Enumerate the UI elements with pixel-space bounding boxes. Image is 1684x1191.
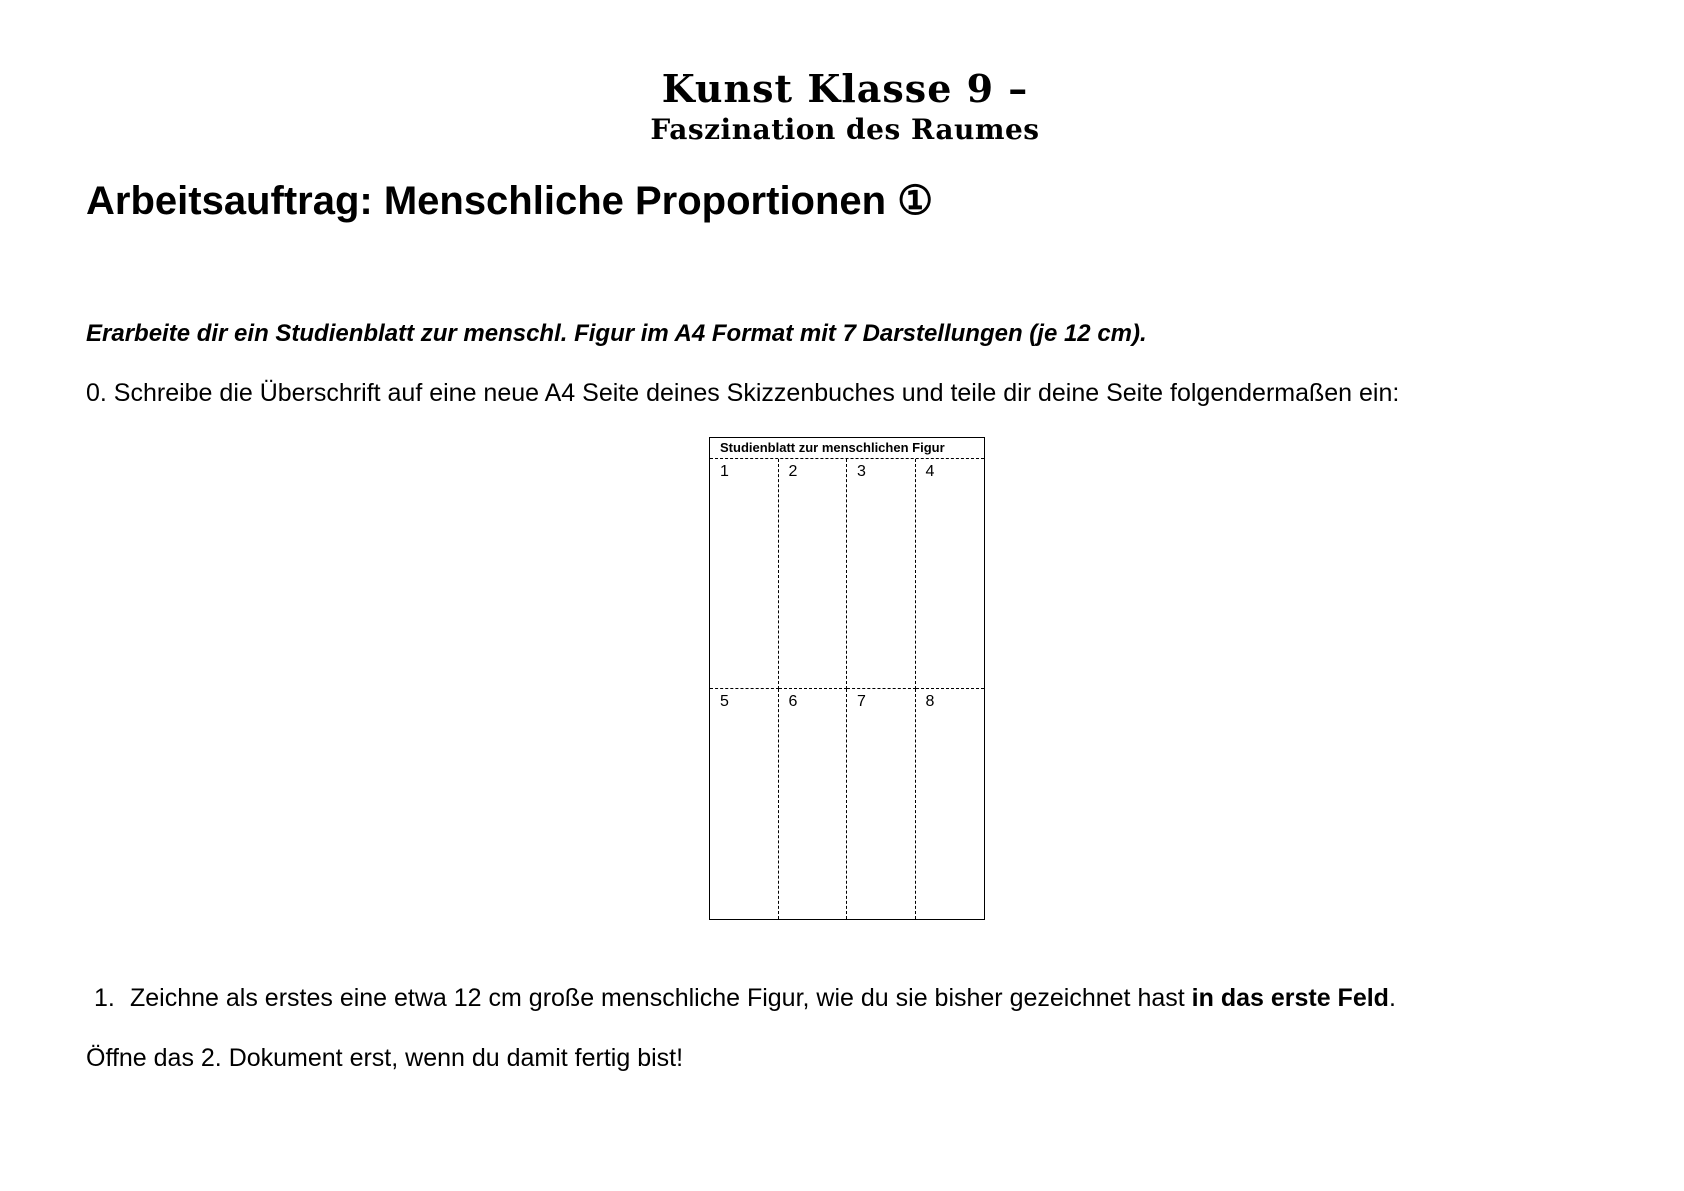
task-description: Erarbeite dir ein Studienblatt zur menschl. Figur im A4 Format mit 7 Darstellungen (je 12 cm). bbox=[86, 320, 1147, 347]
study-sheet-title: Studienblatt zur menschlichen Figur bbox=[710, 438, 984, 459]
study-sheet-diagram bbox=[709, 437, 985, 920]
study-sheet-grid bbox=[710, 459, 984, 919]
sheet-cell-5: 5 bbox=[710, 689, 779, 919]
step-1-instruction bbox=[94, 982, 1396, 1014]
final-note: Öffne das 2. Dokument erst, wenn du damit fertig bist! bbox=[86, 1044, 684, 1072]
sheet-cell-8: 8 bbox=[925, 693, 935, 710]
step-1-emphasis: in das erste Feld bbox=[1191, 984, 1389, 1012]
step-1-text: Zeichne als erstes eine etwa 12 cm große menschliche Figur, wie du sie bisher gezeichnet hast bbox=[130, 984, 1192, 1012]
sheet-cell-7: 7 bbox=[847, 689, 916, 919]
sheet-cell-3: 3 bbox=[847, 459, 916, 689]
step-1-number: 1. bbox=[94, 984, 115, 1012]
course-subtitle: Faszination des Raumes bbox=[650, 113, 1040, 146]
sheet-cell-4: 4 bbox=[916, 459, 985, 689]
step-1-end: . bbox=[1388, 984, 1396, 1012]
sheet-cell-2: 2 bbox=[779, 459, 848, 689]
sheet-cell-6: 6 bbox=[779, 689, 848, 919]
step-0-instruction: 0. Schreibe die Überschrift auf eine neue A4 Seite deines Skizzenbuches und teile dir deine Seite folgendermaßen ein: bbox=[86, 379, 1400, 407]
course-title: Kunst Klasse 9 – bbox=[661, 66, 1029, 111]
sheet-cell-1: 1 bbox=[710, 459, 779, 689]
assignment-heading: Arbeitsauftrag: Menschliche Proportionen ① bbox=[86, 179, 934, 223]
